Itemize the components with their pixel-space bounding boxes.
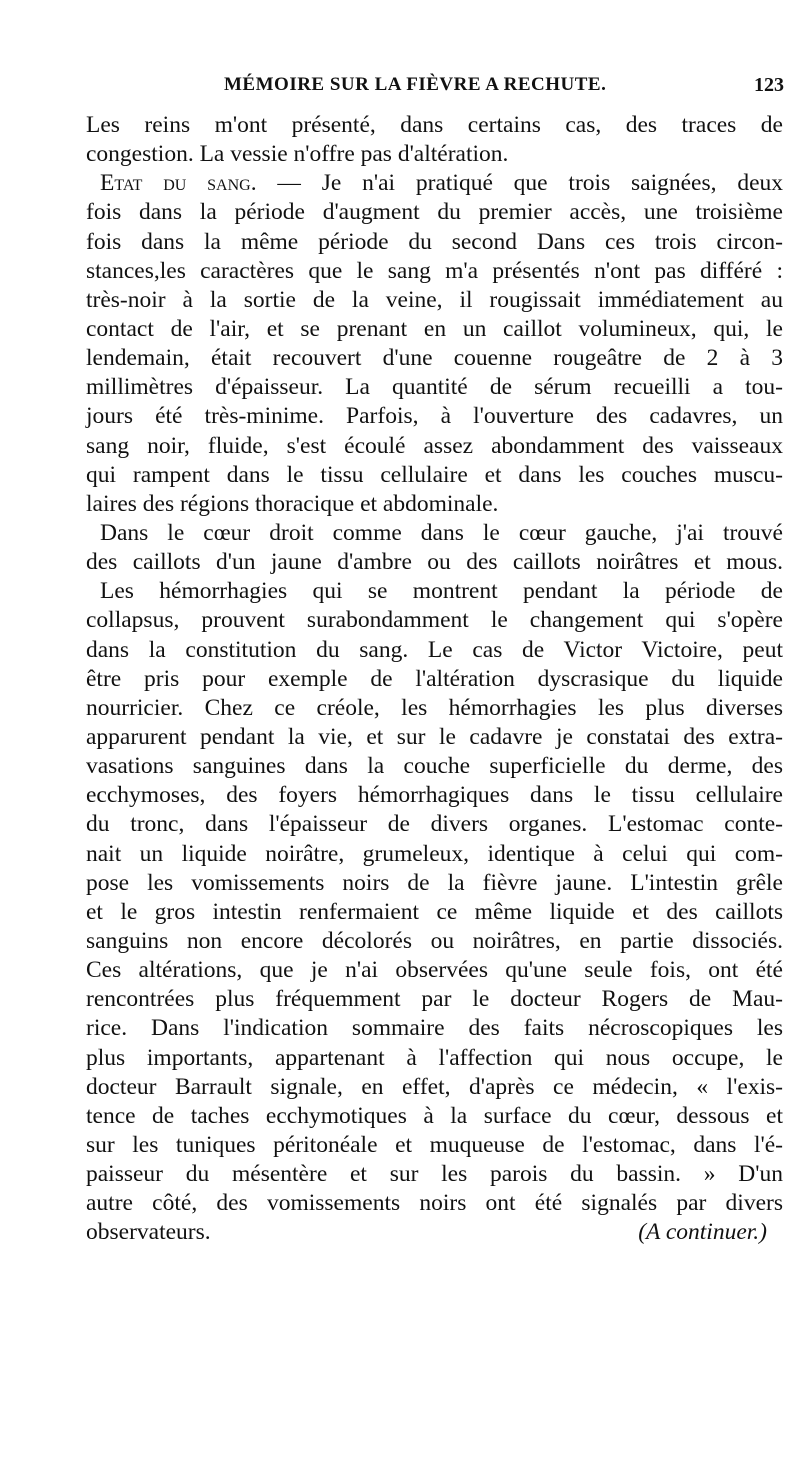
text-line: Ces altérations, que je n'ai observées qu'une seule fois, ont été [86, 957, 783, 984]
text-line: docteur Barrault signale, en effet, d'après ce médecin, « l'exis- [86, 1073, 783, 1100]
text-line: laires des régions thoracique et abdominale. [86, 490, 499, 517]
text-line: stances,les caractères que le sang m'a présentés n'ont pas différé : [86, 257, 783, 284]
text-line: et le gros intestin renfermaient ce même liquide et des caillots [86, 898, 783, 925]
text-line: rencontrées plus fréquemment par le docteur Rogers de Mau- [86, 986, 783, 1013]
text-line: lendemain, était recouvert d'une couenne rougeâtre de 2 à 3 [86, 345, 783, 372]
text-line: vasations sanguines dans la couche superficielle du derme, des [86, 753, 783, 780]
text-line: tence de taches ecchymotiques à la surface du cœur, dessous et [86, 1102, 783, 1129]
text-line: nait un liquide noirâtre, grumeleux, identique à celui qui com- [86, 840, 783, 867]
text-line: contact de l'air, et se prenant en un caillot volumineux, qui, le [86, 315, 783, 342]
text-line: Les hémorrhagies qui se montrent pendant la période de [100, 578, 783, 605]
text-line: fois dans la même période du second Dans ces trois circon- [86, 228, 783, 255]
text-line: être pris pour exemple de l'altération dyscrasique du liquide [86, 665, 783, 692]
text-line: sanguins non encore décolorés ou noirâtres, en partie dissociés. [86, 927, 783, 954]
text-line: apparurent pendant la vie, et sur le cadavre je constatai des extra- [86, 723, 783, 750]
text-line: des caillots d'un jaune d'ambre ou des caillots noirâtres et mous. [86, 549, 783, 576]
text-line: sang noir, fluide, s'est écoulé assez abondamment des vaisseaux [86, 432, 783, 459]
text-line: Dans le cœur droit comme dans le cœur gauche, j'ai trouvé [100, 519, 783, 546]
text-line: millimètres d'épaisseur. La quantité de sérum recueilli a tou- [86, 374, 783, 401]
text-line: ecchymoses, des foyers hémorrhagiques dans le tissu cellulaire [86, 782, 783, 809]
section-lead: Etat du sang. [100, 170, 257, 197]
text-line: dans la constitution du sang. Le cas de Victor Victoire, peut [86, 636, 783, 663]
text-line: rice. Dans l'indication sommaire des faits nécroscopiques les [86, 1015, 783, 1042]
text-line: congestion. La vessie n'offre pas d'altération. [86, 141, 509, 168]
text-line: plus importants, appartenant à l'affection qui nous occupe, le [86, 1044, 783, 1071]
text-line-rest: — Je n'ai pratiqué que trois saignées, deux [256, 170, 784, 197]
text-line [86, 169, 783, 198]
text-line: paisseur du mésentère et sur les parois du bassin. » D'un [86, 1161, 783, 1188]
text-line: autre côté, des vomissements noirs ont été signalés par divers [86, 1190, 783, 1217]
running-header [0, 70, 800, 100]
final-line-text: observateurs. [86, 1219, 211, 1246]
text-line: pose les vomissements noirs de la fièvre jaune. L'intestin grêle [86, 869, 783, 896]
text-line: Les reins m'ont présenté, dans certains cas, des traces de [86, 112, 783, 138]
text-line: collapsus, prouvent surabondamment le changement qui s'opère [86, 607, 783, 634]
body-text [86, 111, 783, 1247]
text-line: très-noir à la sortie de la veine, il rougissait immédiatement au [86, 286, 783, 313]
running-title: MÉMOIRE SUR LA FIÈVRE A RECHUTE. [224, 74, 607, 95]
text-line: fois dans la période d'augment du premier accès, une troisième [86, 199, 783, 226]
text-line [86, 1218, 783, 1247]
text-line: du tronc, dans l'épaisseur de divers organes. L'estomac conte- [86, 811, 783, 838]
text-line: nourricier. Chez ce créole, les hémorrhagies les plus diverses [86, 694, 783, 721]
text-line: jours été très-minime. Parfois, à l'ouverture des cadavres, un [86, 403, 783, 430]
text-line: qui rampent dans le tissu cellulaire et dans les couches muscu- [86, 461, 783, 488]
text-line: sur les tuniques péritonéale et muqueuse de l'estomac, dans l'é- [86, 1131, 783, 1158]
continuation-note: (A continuer.) [638, 1219, 767, 1246]
page-number: 123 [754, 74, 784, 96]
